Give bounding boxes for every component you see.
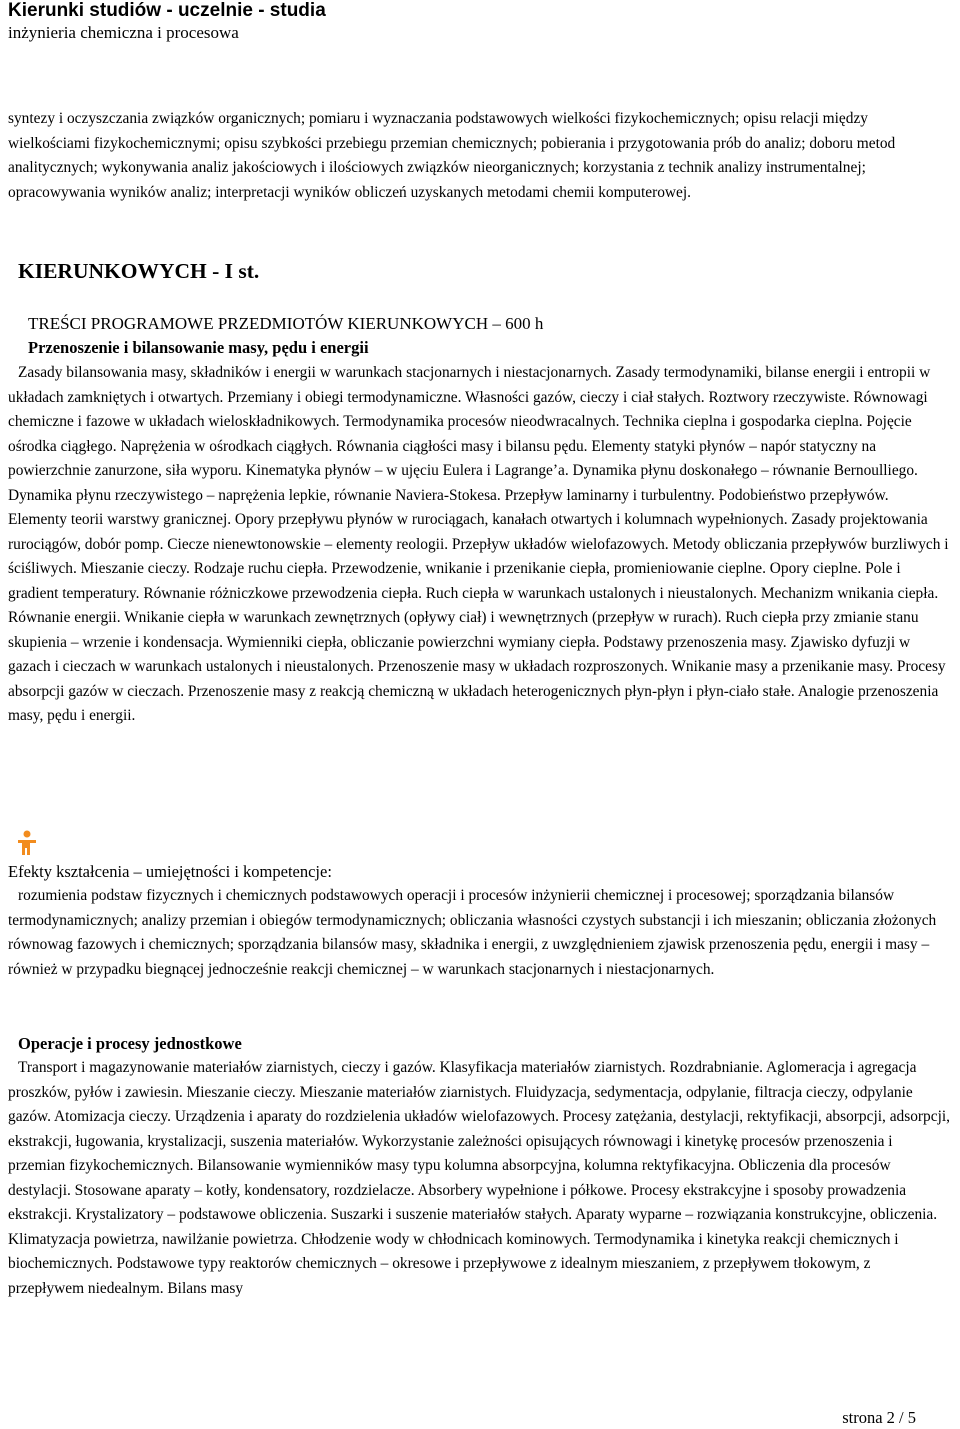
section-body-text: Zasady bilansowania masy, składników i energii w warunkach stacjonarnych i niestacjonarnych. Zasady termodynamiki, bilanse energii i entropii w układach zamkniętych i otwartych. Przemiany i obiegi termodynamiczne. Własności gazów, cieczy i ciał stałych. Roztwory rzeczywiste. Równowagi chemiczne i fazowe w układach wieloskładnikowych. Termodynamika procesów nieodwracalnych. Technika cieplna i gospodarka cieplna. Pojęcie ośrodka ciągłego. Naprężenia w ośrodkach ciągłych. Równania ciągłości masy i bilansu pędu. Elementy statyki płynów – napór statyczny na powierzchnie zanurzone, siła wyporu. Kinematyka płynów – w ujęciu Eulera i Lagrange’a. Dynamika płynu doskonałego – równanie Bernoulliego. Dynamika płynu rzeczywistego – naprężenia lepkie, równanie Naviera-Stokesa. Przepływ laminarny i turbulentny. Podobieństwo przepływów. Elementy teorii warstwy granicznej. Opory przepływu płynów w rurociągach, kanałach otwartych i kolumnach wypełnionych. Zasady projektowania rurociągów, dobór pomp. Ciecze nienewtonowskie – elementy reologii. Przepływ układów wielofazowych. Metody obliczania przepływów burzliwych i ściśliwych. Mieszanie cieczy. Rodzaje ruchu ciepła. Przewodzenie, wnikanie i przenikanie ciepła, promieniowanie cieplne. Opory cieplne. Pole i gradient temperatury. Równanie różniczkowe przewodzenia ciepła. Ruch ciepła w warunkach ustalonych i nieustalonych. Mechanizm wnikania ciepła. Równanie energii. Wnikanie ciepła w warunkach zewnętrznych (opływy ciał) i wewnętrznych (przepływ w rurach). Ruch ciepła przy zmianie stanu skupienia – wrzenie i kondensacja. Wymienniki ciepła, obliczanie powierzchni wymiany ciepła. Podstawy przenoszenia masy. Zjawisko dyfuzji w gazach i cieczach w warunkach ustalonych i nieustalonych. Przenoszenie masy w układach rozproszonych. Wnikanie masy a przenikanie masy. Procesy absorpcji gazów w cieczach. Przenoszenie masy z reakcją chemiczną w układach heterogenicznych płyn-płyn i płyn-ciało stałe. Analogie przenoszenia masy, pędu i energii. bbox=[8, 364, 949, 724]
section-title-przenoszenie: Przenoszenie i bilansowanie masy, pędu i energii bbox=[28, 338, 369, 357]
page-subtitle: inżynieria chemiczna i procesowa bbox=[8, 23, 239, 42]
orange-figure-icon bbox=[13, 829, 41, 857]
page-title: Kierunki studiów - uczelnie - studia bbox=[8, 0, 326, 21]
tresci-heading: TREŚCI PROGRAMOWE PRZEDMIOTÓW KIERUNKOWYCH – 600 h bbox=[28, 314, 544, 333]
section-title-operacje: Operacje i procesy jednostkowe bbox=[18, 1034, 242, 1053]
page-number: strona 2 / 5 bbox=[842, 1408, 916, 1427]
section-body-operacje bbox=[8, 1056, 950, 1301]
section-body-przenoszenie bbox=[8, 361, 950, 729]
efekty-body bbox=[8, 884, 950, 982]
efekty-body-text: rozumienia podstaw fizycznych i chemicznych podstawowych operacji i procesów inżynierii chemicznej i procesowej; sporządzania bilansów termodynamicznych; analizy przemian i obiegów termodynamicznych; obliczania własności czystych substancji i ich mieszanin; obliczania złożonych równowag fazowych i chemicznych; sporządzania bilansów masy, składnika i energii, z uwzględnieniem zjawisk przenoszenia pędu, energii i masy – również w przypadku biegnącej jednocześnie reakcji chemicznej – w warunkach stacjonarnych i niestacjonarnych. bbox=[8, 887, 937, 978]
page-header bbox=[8, 0, 326, 44]
kierunkowe-heading: KIERUNKOWYCH - I st. bbox=[18, 259, 260, 283]
intro-paragraph: syntezy i oczyszczania związków organicznych; pomiaru i wyznaczania podstawowych wielkości fizykochemicznych; opisu relacji między wielkościami fizykochemicznymi; opisu szybkości przebiegu przemian chemicznych; pobierania i przygotowania prób do analiz; doboru metod analitycznych; wykonywania analiz jakościowych i ilościowych związków nieorganicznych; korzystania z technik analizy instrumentalnej; opracowywania wyników analiz; interpretacji wyników obliczeń uzyskanych metodami chemii komputerowej. bbox=[8, 110, 896, 201]
efekty-heading: Efekty kształcenia – umiejętności i kompetencje: bbox=[8, 862, 332, 881]
section-body-text: Transport i magazynowanie materiałów ziarnistych, cieczy i gazów. Klasyfikacja materiałów ziarnistych. Rozdrabnianie. Aglomeracja i agregacja proszków, pyłów i zawiesin. Mieszanie cieczy. Mieszanie materiałów ziarnistych. Fluidyzacja, sedymentacja, odpylanie, filtracja cieczy, odpylanie gazów. Atomizacja cieczy. Urządzenia i aparaty do rozdzielenia układów wielofazowych. Procesy zatężania, destylacji, rektyfikacji, absorpcji, adsorpcji, ekstrakcji, ługowania, krystalizacji, suszenia materiałów. Wykorzystanie zależności opisujących równowagi i kinetykę procesów przenoszenia i przemian fizykochemicznych. Bilansowanie wymienników masy typu kolumna absorpcyjna, kolumna rektyfikacyjna. Obliczenia dla procesów destylacji. Stosowane aparaty – kotły, kondensatory, rozdzielacze. Absorbery wypełnione i półkowe. Procesy ekstrakcyjne i sposoby prowadzenia ekstrakcji. Krystalizatory – podstawowe obliczenia. Suszarki i suszenie materiałów stałych. Aparaty wyparne – rozwiązania konstrukcyjne, obliczenia. Klimatyzacja powietrza, nawilżanie powietrza. Chłodzenie wody w chłodnicach kominowych. Termodynamika i kinetyka reakcji chemicznych i biochemicznych. Podstawowe typy reaktorów chemicznych – okresowe i przepływowe z idealnym mieszaniem, z przepływem tłokowym, z przepływem niedealnym. Bilans masy bbox=[8, 1059, 950, 1297]
